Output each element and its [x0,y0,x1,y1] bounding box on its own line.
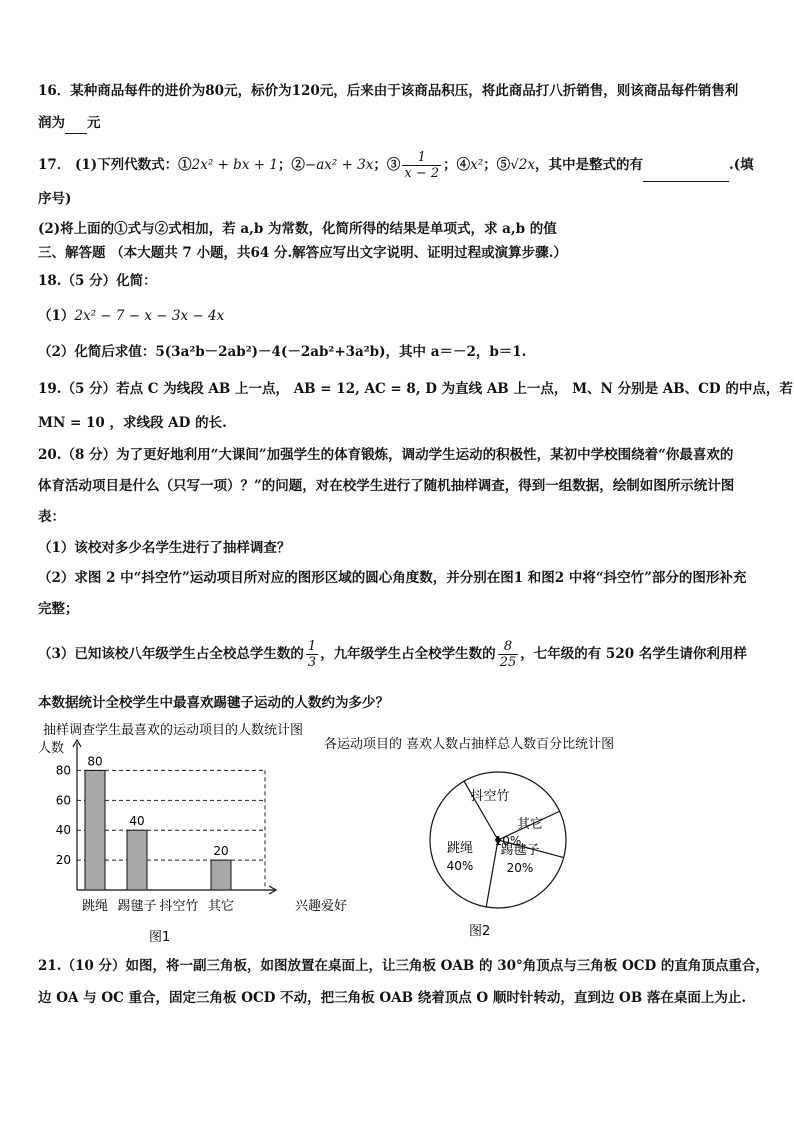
q16-text-a: 润为 [38,115,65,131]
q19-line2: MN = 10 ，求线段 AD 的长. [38,415,227,431]
q20-frac-b-den: 25 [499,655,517,670]
bar-chart-figure1 [35,718,365,943]
q17-text-a: 17． (1)下列代数式：① [38,157,192,173]
q21-line2: 边 OA 与 OC 重合，固定三角板 OCD 不动，把三角板 OAB 绕着顶点 O 顺时针转动，直到边 OB 落在桌面上为止. [38,990,747,1006]
q20-sub3-text-a: （3）已知该校八年级学生占全校总学生数的 [38,646,304,662]
q20-line2: 体育活动项目是什么（只写一项）？”的问题，对在校学生进行了随机抽样调查，得到一组数据，绘制如图所示统计图 [38,478,735,494]
bar-data-label: 80 [87,754,103,769]
bar-ytick-label: 40 [55,823,71,838]
pie-slice-label: 跳绳 [446,841,474,856]
bar-3 [211,860,231,890]
bar-chart-title: 抽样调查学生最喜欢的运动项目的人数统计图 [43,723,304,738]
q17-part1-cont: 序号) [38,191,72,207]
q20-sub1: （1）该校对多少名学生进行了抽样调查？ [38,540,291,556]
q17-text-d: ；④ [443,157,471,173]
q17-part1 [38,148,758,182]
section3-heading: 三、解答题 （本大题共 7 小题，共64 分.解答应写出文字说明、证明过程或演算步骤.） [38,245,567,261]
q17-expr2: −ax² + 3x [304,157,374,173]
q17-part2: (2)将上面的①式与②式相加，若 a,b 为常数，化简所得的结果是单项式，求 a,b 的值 [38,221,557,237]
pie-slice-label: 其它 [516,817,544,832]
q20-line3: 表： [38,509,65,525]
q18-p1-expr: 2x² − 7 − x − 3x − 4x [74,308,225,324]
q20-frac-b [498,639,519,670]
q17-text-b: ；② [277,157,305,173]
q17-answer-blank[interactable] [643,166,729,182]
bar-category-label: 跳绳 [81,899,109,914]
pie-chart-slices [430,772,566,908]
bar-0 [85,770,105,890]
q20-line1: 20.（8 分）为了更好地利用“大课间”加强学生的体育锻炼，调动学生运动的积极性，某初中学校围绕着“你最喜欢的 [38,447,734,463]
q20-frac-a-num: 1 [307,639,317,654]
pie-chart-figure2 [318,730,678,940]
q21-line1: 21.（10 分）如图，将一副三角板，如图放置在桌面上，让三角板 OAB 的 30°角顶点与三角板 OCD 的直角顶点重合， [38,958,769,974]
q20-sub3-text-b: ，九年级学生占全校学生数的 [320,646,496,662]
q16-line1: 16．某种商品每件的进价为80元，标价为120元，后来由于该商品积压，将此商品打八折销售，则该商品每件销售利 [38,83,739,99]
q17-text-f: ，其中是整式的有 [535,157,643,173]
q20-sub2-a: （2）求图 2 中“抖空竹”运动项目所对应的图形区域的圆心角度数，并分别在图1 和图2 中将“抖空竹”部分的图形补充 [38,570,747,586]
bar-data-label: 40 [129,814,145,829]
bar-chart-caption: 图1 [149,930,171,943]
q17-frac-num: 1 [402,150,441,166]
q17-text-e: ；⑤ [483,157,511,173]
bar-category-label: 抖空竹 [159,899,199,914]
q20-sub3 [38,634,758,674]
pie-chart-caption: 图2 [469,924,491,939]
q18-heading: 18.（5 分）化简： [38,273,157,289]
q20-frac-a [306,639,318,670]
q20-sub3-text-c: ，七年级的有 520 名学生请你利用样 [520,646,747,662]
pie-slice-value: 10% [494,834,522,848]
q17-expr1: 2x² + bx + 1 [191,157,278,173]
q20-sub2-b: 完整； [38,601,79,617]
q18-part2: （2）化简后求值：5(3a²b－2ab²)－4(－2ab²+3a²b)，其中 a＝－2，b＝1. [38,344,527,360]
q17-text-g: .(填 [729,157,754,173]
pie-slice-boundary-1 [486,840,498,907]
q16-text-b: 元 [87,115,101,131]
bar-1 [127,830,147,890]
q18-part1 [38,305,758,327]
pie-slice-label: 抖空竹 [470,789,510,804]
bar-data-label: 20 [213,844,229,859]
bar-ytick-label: 60 [55,793,71,808]
q17-expr5: √2x [510,157,535,173]
pie-slice-value: 20% [506,861,534,875]
q19-line1: 19.（5 分）若点 C 为线段 AB 上一点， AB = 12, AC = 8, D 为直线 AB 上一点， M、N 分别是 AB、CD 的中点，若 [38,381,793,397]
bar-chart-ylabel: 人数 [38,741,65,756]
q20-frac-b-num: 8 [498,639,519,655]
bar-category-label: 其它 [207,899,235,914]
pie-slice-label: 踢毽子 [500,843,540,858]
bar-chart-xlabel: 兴趣爱好 [295,899,348,914]
q17-frac-den: x − 2 [404,166,440,181]
pie-chart-title: 各运动项目的 喜欢人数占抽样总人数百分比统计图 [324,737,615,752]
bar-category-label: 踢毽子 [117,899,157,914]
q17-fraction [402,150,441,181]
bar-ytick-label: 80 [55,763,71,778]
q17-expr4: x² [470,157,484,173]
pie-slice-value: 40% [446,859,474,873]
q18-p1-label: （1） [38,308,75,324]
q16-line2 [38,112,758,134]
q20-frac-a-den: 3 [307,655,317,670]
q17-text-c: ；③ [373,157,401,173]
bar-ytick-label: 20 [55,853,71,868]
q16-answer-blank[interactable] [65,118,87,134]
q20-sub3-cont: 本数据统计全校学生中最喜欢踢毽子运动的人数约为多少？ [38,695,389,711]
